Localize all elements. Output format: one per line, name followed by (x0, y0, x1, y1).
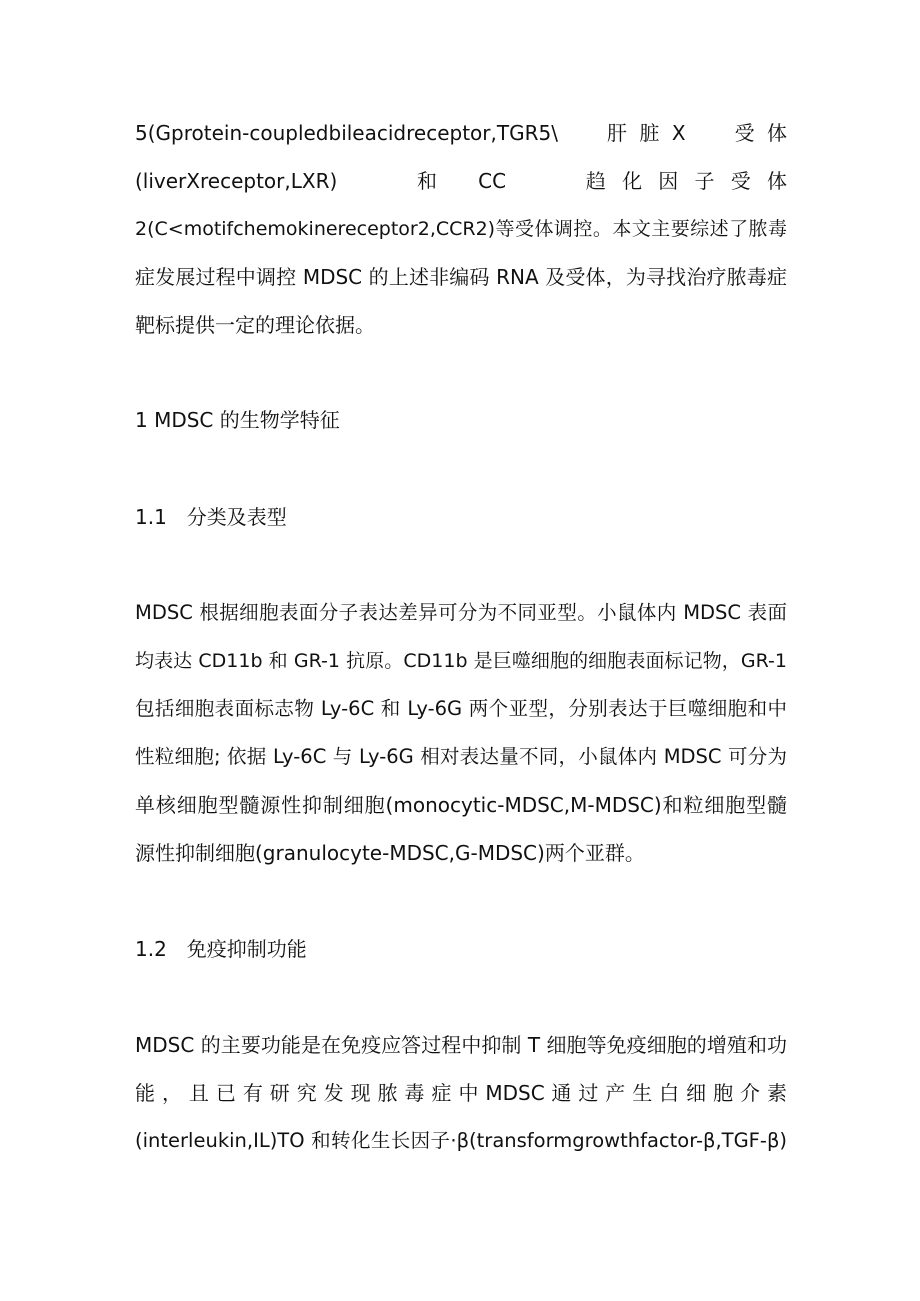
section-1-2-line-1: MDSC 的主要功能是在免疫应答过程中抑制 T 细胞等免疫细胞的增殖和功 (135, 1033, 787, 1057)
section-1-1-heading: 1.1 分类及表型 (135, 505, 287, 529)
section-1-1-line-1: MDSC 根据细胞表面分子表达差异可分为不同亚型。小鼠体内 MDSC 表面 (135, 601, 787, 624)
section-1-1-line-3: 包括细胞表面标志物 Ly-6C 和 Ly-6G 两个亚型，分别表达于巨噬细胞和中 (135, 697, 787, 720)
section-1-2-line-2: 能 ， 且 已 有 研 究 发 现 脓 毒 症 中 MDSC 通 过 产 生 白 细 胞 介 素 (135, 1081, 787, 1105)
intro-line-4: 症发展过程中调控 MDSC 的上述非编码 RNA 及受体，为寻找治疗脓毒症 (135, 265, 787, 289)
section-1-2-line-3: (interleukin,IL)TO 和转化生长因子·β(transformgrowthfactor-β,TGF-β) (135, 1129, 787, 1152)
intro-line-1: 5(Gprotein-coupledbileacidreceptor,TGR5\ 肝 脏 X 受 体 (135, 121, 787, 145)
section-1-1-line-2: 均表达 CD11b 和 GR-1 抗原。CD11b 是巨噬细胞的细胞表面标记物，GR-1 (135, 650, 787, 672)
intro-line-3: 2(C<motifchemokinereceptor2,CCR2)等受体调控。本文主要综述了脓毒 (135, 218, 787, 240)
section-1-heading: 1 MDSC 的生物学特征 (135, 408, 340, 432)
section-1-1-line-6: 源性抑制细胞(granulocyte-MDSC,G-MDSC)两个亚群。 (135, 841, 645, 865)
section-1-1-line-5: 单核细胞型髓源性抑制细胞(monocytic-MDSC,M-MDSC)和粒细胞型髓 (135, 793, 787, 817)
section-1-2-heading: 1.2 免疫抑制功能 (135, 937, 307, 961)
intro-line-2: (liverXreceptor,LXR) 和 CC 趋 化 因 子 受 体 (135, 169, 787, 193)
intro-line-5: 靶标提供一定的理论依据。 (135, 313, 375, 337)
section-1-1-line-4: 性粒细胞; 依据 Ly-6C 与 Ly-6G 相对表达量不同，小鼠体内 MDSC 可分为 (135, 745, 787, 768)
